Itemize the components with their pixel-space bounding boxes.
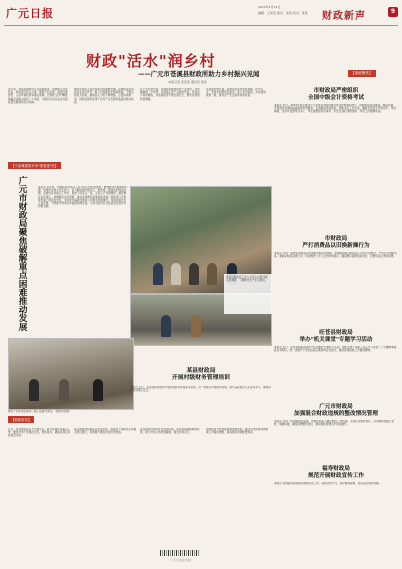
bottom-briefs — [8, 428, 272, 510]
person-figure — [191, 315, 201, 337]
person-figure — [153, 263, 163, 285]
brief-headline-2: 市财政局 严打消费品以旧换新操行为 — [302, 236, 370, 249]
center-story-headline: 某县财政局 开展村级财务管理培训 — [172, 368, 230, 381]
column-tag: 【财政聚焦】 — [348, 70, 376, 77]
photo-caption: 苍溪县财政局工作人员深入村组开展走访调研，了解群众生产生活情况。 — [224, 274, 272, 314]
lead-column-4: 在基础设施方面，统筹资金支持农村道路、饮水安全、农田水利等项目建设，着力补齐短板，乡村面貌焕然一新，群众生产生活条件持续改善。 — [206, 88, 266, 98]
main-headline: 财政"活水"润乡村 — [86, 52, 216, 70]
person-figure — [161, 315, 171, 337]
person-figure — [207, 263, 217, 285]
brief-body-5: 本报讯 县财政局持续强化财政宣传工作，创新宣传方式，讲好财政故事，营造良好舆论氛围。 — [274, 482, 382, 485]
main-subheadline: ——广元市苍溪县财政所助力乡村振兴见闻 — [138, 70, 260, 78]
byline: 本报记者 某某某 通讯员 某某 — [168, 80, 207, 84]
page-number-badge: 9 — [388, 7, 398, 17]
masthead — [4, 2, 398, 26]
briefs-tag: 【财政短讯】 — [8, 416, 34, 423]
bottom-column-4: 市财政局开展预算绩效管理培训，推动全市预算绩效管理工作提质增效，提高财政资源配置效率。 — [206, 428, 269, 435]
brief-headline-4: 广元市财政局 加强混合财政违规的整改情况管理 — [294, 404, 378, 417]
center-story-body: 本报讯 近日，某县财政局组织开展村级财务管理业务培训，进一步规范村级财务管理，提升基层财会人员业务水平，确保资金使用规范安全。 — [130, 386, 271, 393]
feature-vertical-title: 广元市财政局聚焦破解重点困难推动发展 — [17, 176, 27, 331]
lead-column-2: 财政资金投入是乡村振兴的重要支撑。县财政局坚持把农业农村作为一般公共预算优先保障领域，不断完善投入机制，确保投入力度不断增强、总量持续增加，统筹各级资金用于乡村产业发展和基础设施补短板。 — [74, 88, 134, 104]
meeting-photo — [8, 338, 134, 410]
brief-body-3: 本报讯 近日，旺苍县财政局举办"机关课堂"专题学习活动，组织全体干部职工深入学习党的二十大精神和财政业务知识，进一步提升干部队伍政治素养和业务能力，推动各项财政工作提质增效。 — [274, 346, 397, 353]
barcode — [160, 550, 200, 556]
news-briefs-column — [274, 88, 398, 548]
section-title: 财政新声 — [322, 11, 366, 22]
feature-body: 本报讯 近年来，市财政局坚持以人民为中心的发展思想，聚焦群众急难愁盼问题，统筹资金加大民生投入，着力解决群众最关心、最直接、最现实的利益问题。在推进乡村振兴工作中，财政干部深入一线，走村入户开展调研，倾听群众意见建议，协调解决实际困难，推动各项惠民政策落地见效。财政部门还积极争取上级资金支持，支持农村基础设施和公共服务设施建设，持续改善农村人居环境，不断提升群众的幸福感和满意度，为全市经济社会高质量发展作出积极贡献。 — [38, 186, 128, 209]
brief-headline-5: 福寿财政局 规范开展财政宣传工作 — [308, 466, 364, 479]
brief-body-1: 本报讯 近日，2022年度全国会计专业技术中级资格考试在我市顺利举行。市财政局高度重视，周密部署，严格落实各项防控措施和考务要求，认真组织考前培训，细化考点工作方案，确保考试安全平稳有序。考试期间，全市共设置考点多个，考生按要求有序参考，未发生违纪违规现象，考试工作圆满完成。 — [274, 104, 396, 114]
person-figure — [93, 379, 103, 401]
edition-date: 2023年1月11日 — [258, 5, 281, 9]
person-figure — [171, 263, 181, 285]
person-figure — [189, 263, 199, 285]
bottom-column-2: 某区财政局积极盘活存量资金，统筹用于保障民生和重点项目建设，有效提升财政资金使用效益。 — [74, 428, 137, 435]
brief-body-2: 本报讯 为进一步规范消费品以旧换新补贴资金管理，市财政局联合相关部门开展专项整治，严厉打击虚假交易、套取补贴等违规行为，切实维护公平公正的市场秩序，确保惠民政策落到实处，让群众真正得到实惠。 — [274, 252, 397, 259]
photo-caption-2: 财政干部在项目现场了解工程建设进度。（财政局供图） — [8, 410, 72, 413]
bottom-column-1: 近日，某县财政局召开专题会议，研究部署年度重点工作，要求全体干部强化担当，狠抓落实，确保各项任务高质量完成。 — [8, 428, 71, 438]
edition-editors: 编辑：王某某 版式：某某 校对：某某 — [258, 11, 308, 15]
bottom-column-3: 某县财政局持续优化营商环境，落实落细减税降费政策，助力市场主体纾困解难，激发市场活力。 — [140, 428, 200, 435]
newspaper-logo: 广元日报 — [6, 7, 54, 20]
brief-headline-3: 旺苍县财政局 举办"机关课堂"专题学习活动 — [299, 330, 373, 343]
lead-column-3: 在产业发展方面，县财政局围绕特色产业布局，支持猕猴桃、中药材、生猪等主导产业提档升级，带动农户持续增收，村集体经济不断发展壮大，群众获得感明显增强。 — [140, 88, 200, 101]
feature-tag: 【干部兼重措并举"推窗惠"民】 — [8, 162, 61, 169]
person-figure — [59, 379, 69, 401]
footer-text: 广元日报社出版 — [170, 558, 192, 562]
lead-column-1: 近年来，苍溪县财政局立足职能职责，积极整合涉农资金，持续加大投入力度，聚焦产业发展、基础设施建设、人居环境改善等重点领域，让财政"活水"精准滴灌乡村振兴的每一个角落，为推动全县农业农村高质量发展提供坚实保障。 — [8, 88, 68, 104]
brief-body-4: 本报讯 为进一步加强财会监督，市财政局着力健全整改工作机制，压紧压实整改责任，对问题逐项建立台账、明确时限，确保问题整改到位，推动财政管理水平持续提升。 — [274, 420, 395, 427]
person-figure — [29, 379, 39, 401]
brief-headline-1: 市财政局严密组织 全国中级会计资格考试 — [308, 88, 364, 101]
